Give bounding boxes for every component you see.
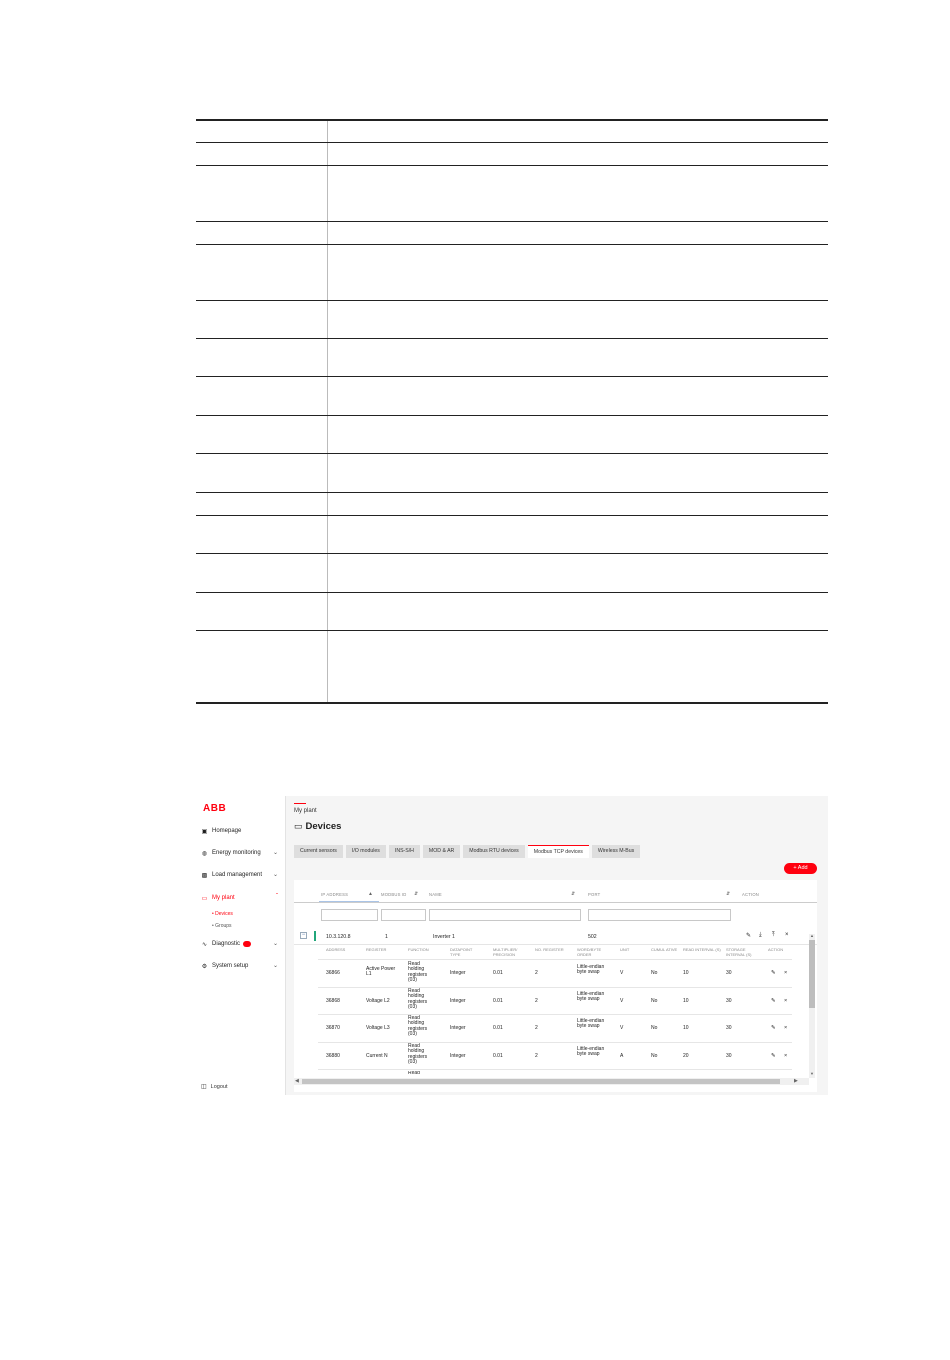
table-rule — [196, 165, 828, 166]
register-header-read-interval: READ INTERVAL (S) — [683, 947, 721, 952]
register-header-function: FUNCTION — [408, 947, 429, 952]
register-header-cumulative: CUMUL ATIVE — [651, 947, 678, 952]
register-datapoint-type: Integer — [450, 1025, 466, 1031]
sort-icon[interactable]: ⇵ — [414, 891, 419, 897]
device-status-marker — [314, 931, 316, 941]
register-count: 2 — [535, 1025, 538, 1031]
add-button[interactable]: + Add — [784, 863, 817, 874]
register-address: 36870 — [326, 1025, 340, 1031]
register-byte-order: Little-endian byte swap — [577, 1046, 605, 1058]
sidebar-item-label: My plant — [212, 895, 235, 901]
delete-icon[interactable]: × — [785, 932, 789, 938]
sidebar-item-label: Load management — [212, 872, 263, 878]
upload-icon[interactable]: ⤒ — [772, 932, 775, 938]
register-header-register: REGISTER — [366, 947, 387, 952]
chevron-down-icon: ⌄ — [272, 850, 278, 856]
sidebar-subitem-groups[interactable]: • Groups — [212, 923, 232, 929]
register-unit: V — [620, 970, 624, 976]
register-function: Read holding registers (03) — [408, 1015, 428, 1038]
sort-icon[interactable]: ⇵ — [726, 891, 731, 897]
homepage-icon: ▣ — [201, 828, 208, 835]
chevron-up-icon: ˆ — [276, 894, 278, 900]
register-read-interval: 10 — [683, 970, 689, 976]
name-filter[interactable] — [429, 909, 581, 921]
port-filter[interactable] — [588, 909, 731, 921]
register-header-action: ACTION — [768, 947, 784, 952]
delete-icon[interactable]: × — [784, 970, 788, 976]
row-divider — [318, 1042, 792, 1043]
table-rule — [196, 300, 828, 301]
sidebar — [196, 796, 285, 1095]
register-datapoint-type: Integer — [450, 1053, 466, 1059]
table-rule — [196, 515, 828, 516]
device-row[interactable] — [294, 929, 817, 943]
register-header-divider — [318, 959, 792, 960]
tab-io-modules[interactable]: I/O modules — [346, 845, 386, 858]
column-header-modbus-id[interactable]: MODBUS ID — [381, 892, 407, 897]
scroll-down-icon[interactable]: ▼ — [810, 1071, 814, 1076]
register-read-interval: 10 — [683, 998, 689, 1004]
sidebar-item-label: Energy monitoring — [212, 850, 261, 856]
register-function: Read holding registers (03) — [408, 988, 428, 1011]
column-header-action: ACTION — [742, 892, 760, 897]
register-count: 2 — [535, 1053, 538, 1059]
register-read-interval: 20 — [683, 1053, 689, 1059]
register-datapoint-type: Integer — [450, 998, 466, 1004]
register-cumulative: No — [651, 998, 658, 1004]
table-rule — [196, 221, 828, 222]
register-function: Read holding registers (03) — [408, 961, 428, 984]
devices-table-panel — [294, 880, 817, 1092]
register-header-address: ADDRESS — [326, 947, 346, 952]
ip-address-filter[interactable] — [321, 909, 378, 921]
tab-current-sensors[interactable]: Current sensors — [294, 845, 343, 858]
abb-logo: ABB — [203, 803, 227, 814]
column-header-port[interactable]: PORT — [588, 892, 601, 897]
row-divider — [318, 987, 792, 988]
logout-button[interactable] — [201, 1083, 228, 1090]
table-rule — [196, 492, 828, 493]
sidebar-item-label: System setup — [212, 963, 249, 969]
register-storage-interval: 30 — [726, 1053, 732, 1059]
register-header-word-byte-order: WORD/BYTE ORDER — [577, 947, 602, 957]
sidebar-subitem-devices[interactable]: • Devices — [212, 911, 233, 917]
table-top-rule — [196, 119, 828, 121]
sidebar-item-diagnostic[interactable] — [201, 938, 283, 950]
register-name: Current N — [366, 1053, 388, 1059]
device-ip: 10.3.120.8 — [326, 934, 351, 940]
modbus-id-filter[interactable] — [381, 909, 426, 921]
tab-ins-s-h[interactable]: INS-S/H — [389, 845, 420, 858]
edit-icon[interactable]: ✎ — [746, 933, 752, 939]
register-header-datapoint-type: DATAPOINT TYPE — [450, 947, 473, 957]
horizontal-scrollbar-thumb[interactable] — [302, 1079, 780, 1084]
table-rule — [196, 244, 828, 245]
edit-icon[interactable]: ✎ — [771, 970, 776, 976]
sidebar-item-homepage[interactable] — [201, 825, 283, 837]
device-row-divider — [294, 944, 817, 945]
table-rule — [196, 553, 828, 554]
register-address: 36880 — [326, 1053, 340, 1059]
register-header-unit: UNIT — [620, 947, 630, 952]
register-cumulative: No — [651, 1025, 658, 1031]
register-multiplier: 0.01 — [493, 998, 503, 1004]
table-rule — [196, 592, 828, 593]
tab-modbus-tcp-devices[interactable]: Modbus TCP devices — [528, 845, 589, 858]
table-rule — [196, 142, 828, 143]
sidebar-item-label: Diagnostic — [212, 941, 241, 947]
register-storage-interval: 30 — [726, 1025, 732, 1031]
register-address: 36866 — [326, 970, 340, 976]
register-byte-order: Little-endian byte swap — [577, 991, 605, 1003]
register-datapoint-type: Integer — [450, 970, 466, 976]
register-unit: A — [620, 1053, 624, 1059]
chevron-down-icon: ⌄ — [272, 872, 278, 878]
my-plant-icon: ▭ — [201, 895, 208, 902]
device-modbus-id: 1 — [385, 934, 388, 940]
delete-icon[interactable]: × — [784, 1025, 788, 1031]
logout-label: Logout — [210, 1083, 228, 1090]
sidebar-item-system-setup[interactable] — [201, 960, 283, 972]
page-title-text: Devices — [305, 821, 342, 832]
main-content — [286, 796, 828, 1095]
column-header-name[interactable]: NAME — [429, 892, 442, 897]
system-setup-icon: ⚙ — [201, 963, 208, 970]
sidebar-item-label: Homepage — [212, 828, 242, 834]
register-unit: V — [620, 1025, 624, 1031]
notification-badge — [243, 941, 251, 947]
register-address: 36868 — [326, 998, 340, 1004]
register-function: Read holding registers (03) — [408, 1043, 428, 1066]
page-title — [294, 821, 341, 832]
collapse-toggle-icon[interactable]: − — [301, 932, 306, 938]
register-header-multiplier: MULTIPLIER/ PRECISION — [493, 947, 518, 957]
register-storage-interval: 30 — [726, 970, 732, 976]
register-count: 2 — [535, 970, 538, 976]
table-column-divider — [327, 119, 328, 704]
register-name: Voltage L3 — [366, 1025, 390, 1031]
logout-icon: ◫ — [201, 1084, 207, 1090]
row-divider — [318, 1014, 792, 1015]
edit-icon[interactable]: ✎ — [771, 1053, 776, 1059]
tab-modbus-rtu-devices[interactable]: Modbus RTU devices — [463, 845, 525, 858]
register-byte-order: Little-endian byte swap — [577, 1018, 605, 1030]
delete-icon[interactable]: × — [784, 1053, 788, 1059]
register-unit: V — [620, 998, 624, 1004]
tab-wireless-m-bus[interactable]: Wireless M-Bus — [592, 845, 640, 858]
register-count: 2 — [535, 998, 538, 1004]
scroll-up-icon[interactable]: ▲ — [810, 933, 814, 938]
chevron-down-icon: ⌄ — [272, 941, 278, 947]
breadcrumb[interactable]: My plant — [294, 808, 317, 814]
register-function-partial: Read — [408, 1071, 420, 1076]
header-divider — [294, 902, 817, 903]
row-divider — [318, 1069, 792, 1070]
register-cumulative: No — [651, 1053, 658, 1059]
register-multiplier: 0.01 — [493, 970, 503, 976]
device-tabs — [294, 845, 643, 858]
edit-icon[interactable]: ✎ — [771, 998, 776, 1004]
register-name: Voltage L2 — [366, 998, 390, 1004]
register-storage-interval: 30 — [726, 998, 732, 1004]
table-bottom-rule — [196, 702, 828, 704]
scroll-right-icon[interactable]: ▶ — [794, 1078, 798, 1084]
sidebar-item-energy-monitoring[interactable] — [201, 847, 283, 859]
register-name: Active Power L1 — [366, 966, 396, 978]
breadcrumb-accent — [294, 803, 306, 804]
devices-icon: ▭ — [294, 821, 303, 831]
table-rule — [196, 415, 828, 416]
table-rule — [196, 338, 828, 339]
diagnostic-icon: ∿ — [201, 941, 208, 948]
sort-asc-icon[interactable]: ▲ — [368, 891, 373, 897]
device-name: Inverter 1 — [433, 934, 455, 940]
register-read-interval: 10 — [683, 1025, 689, 1031]
download-icon[interactable]: ⤓ — [759, 932, 762, 938]
table-rule — [196, 376, 828, 377]
edit-icon[interactable]: ✎ — [771, 1025, 776, 1031]
register-header-storage-interval: STORAGE INTERVAL (S) — [726, 947, 752, 957]
sidebar-item-load-management[interactable] — [201, 869, 283, 881]
load-management-icon: ▩ — [201, 872, 208, 879]
register-multiplier: 0.01 — [493, 1025, 503, 1031]
energy-monitoring-icon: ◍ — [201, 850, 208, 857]
parameter-table — [196, 119, 828, 704]
column-header-ip-address[interactable]: IP ADDRESS — [321, 892, 349, 897]
register-header-no-register: NO. REGISTER — [535, 947, 564, 952]
vertical-scrollbar-thumb[interactable] — [809, 940, 815, 1008]
register-cumulative: No — [651, 970, 658, 976]
chevron-down-icon: ⌄ — [272, 963, 278, 969]
register-byte-order: Little-endian byte swap — [577, 964, 605, 976]
table-rule — [196, 453, 828, 454]
table-rule — [196, 630, 828, 631]
scroll-left-icon[interactable]: ◀ — [295, 1078, 299, 1084]
device-port: 502 — [588, 934, 597, 940]
delete-icon[interactable]: × — [784, 998, 788, 1004]
tab-mod-ar[interactable]: MOD & AR — [423, 845, 460, 858]
devices-screenshot — [196, 796, 828, 1095]
sidebar-item-my-plant[interactable] — [201, 892, 283, 904]
register-multiplier: 0.01 — [493, 1053, 503, 1059]
sort-icon[interactable]: ⇵ — [571, 891, 576, 897]
